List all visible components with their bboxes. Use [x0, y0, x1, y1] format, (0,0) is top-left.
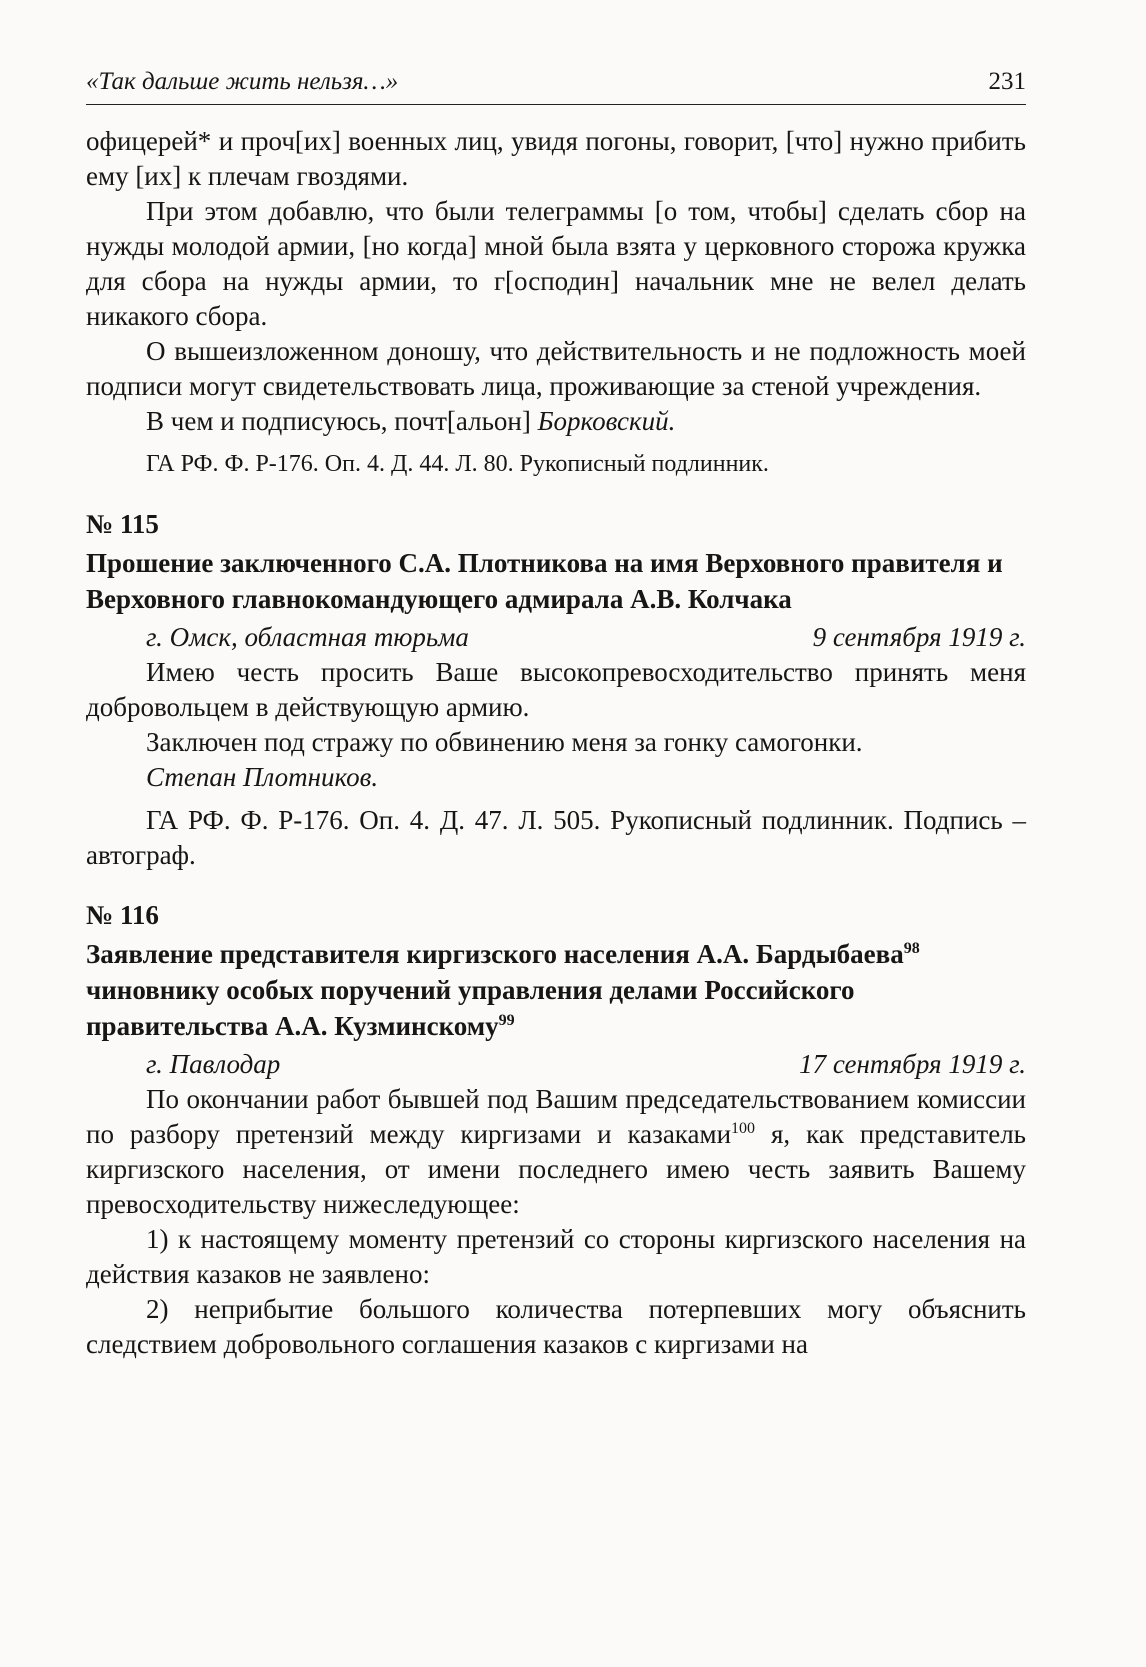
running-header [86, 68, 1026, 105]
archive-source: ГА РФ. Ф. Р-176. Оп. 4. Д. 44. Л. 80. Рукописный подлинник. [146, 451, 769, 477]
archive-source: ГА РФ. Ф. Р-176. Оп. 4. Д. 47. Л. 505. Рукописный подлинник. Подпись –автограф. [86, 805, 1026, 870]
footnote-ref[interactable]: 98 [903, 940, 920, 957]
page-body [86, 124, 1026, 1362]
signature-name: Борковский. [537, 406, 676, 436]
document-number: № 115 [86, 509, 159, 539]
place-date-line [86, 1046, 1026, 1082]
signature-name: Степан Плотников. [146, 762, 379, 792]
document-date: 17 сентября 1919 г. [799, 1049, 1026, 1079]
footnote-ref[interactable]: 99 [498, 1012, 515, 1029]
signature-line [86, 404, 1026, 439]
paragraph-text: По окончании работ бывшей под Вашим председательствованием комиссии по разбору претензий между киргизами и казаками [86, 1084, 1026, 1149]
list-item: 1) к настоящему моменту претензий со стороны киргизского населения на действия казаков не заявлено: [86, 1224, 1026, 1289]
paragraph [86, 1082, 1026, 1222]
paragraph: Имею честь просить Ваше высокопревосходительство принять меня добровольцем в действующую армию. [86, 657, 1026, 722]
footnote-ref[interactable]: 100 [731, 1120, 756, 1137]
document-place: г. Омск, областная тюрьма [146, 622, 469, 652]
list-item: 2) неприбытие большого количества потерпевших могу объяснить следствием добровольного соглашения казаков с киргизами на [86, 1294, 1026, 1359]
paragraph: офицерей* и проч[их] военных лиц, увидя погоны, говорит, [что] нужно прибить ему [их] к плечам гвоздями. [86, 126, 1026, 191]
place-date-line [86, 619, 1026, 655]
document-place: г. Павлодар [146, 1049, 281, 1079]
signature-text: В чем и подписуюсь, почт[альон] [146, 406, 538, 436]
running-title: «Так дальше жить нельзя…» [86, 68, 399, 95]
document-date: 9 сентября 1919 г. [812, 622, 1026, 652]
document-title: Прошение заключенного С.А. Плотникова на имя Верховного правителя и Верховного главнокомандующего адмирала А.В. Колчака [86, 548, 1003, 614]
paragraph: При этом добавлю, что были телеграммы [о том, чтобы] сделать сбор на нужды молодой армии, [но когда] мной была взята у церковного сторожа кружка для сбора на нужды армии, то г[осподин] начальник мне не велел делать никакого сбора. [86, 196, 1026, 331]
paragraph: О вышеизложенном доношу, что действительность и не подложность моей подписи могут свидетельствовать лица, проживающие за стеной учреждения. [86, 336, 1026, 401]
document-title [86, 936, 1026, 1044]
title-part: Заявление представителя киргизского населения А.А. Бардыбаева [86, 939, 904, 969]
document-number: № 116 [86, 900, 159, 930]
paragraph: Заключен под стражу по обвинению меня за гонку самогонки. [146, 727, 863, 757]
paragraph-text: я, как представитель киргизского населения, от имени последнего имею честь заявить Вашему превосходительству нижеследующее: [86, 1119, 1026, 1219]
page-number: 231 [988, 68, 1026, 95]
title-part: чиновнику особых поручений управления делами Российского правительства А.А. Кузминскому [86, 975, 855, 1041]
